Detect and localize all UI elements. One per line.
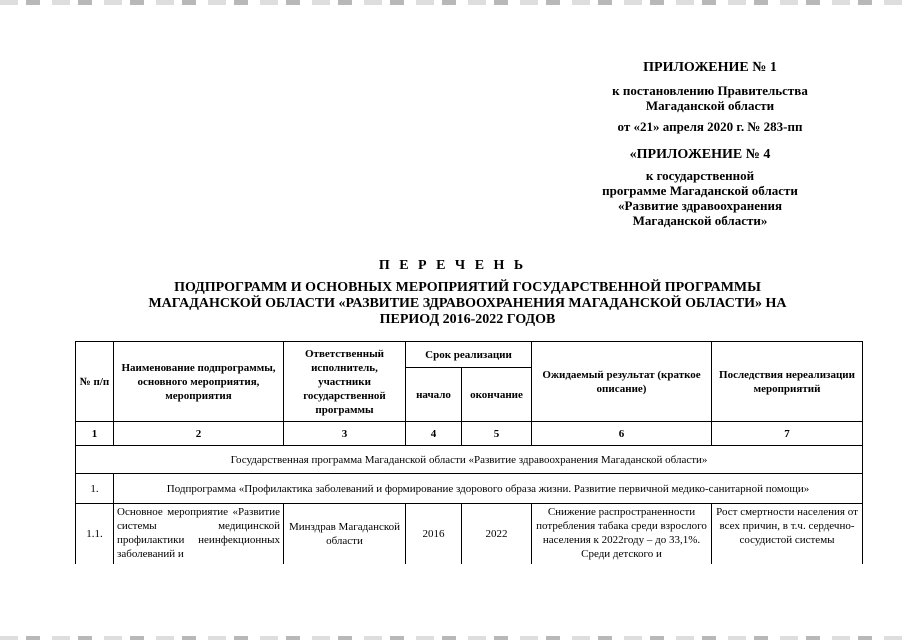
column-number: 1 (76, 422, 114, 446)
scan-edge-top (0, 0, 905, 5)
row-start: 2016 (406, 504, 462, 564)
row-num: 1.1. (76, 504, 114, 564)
column-number: 4 (406, 422, 462, 446)
document-heading: П Е Р Е Ч Е Н Ь (378, 258, 527, 273)
header-result: Ожидаемый результат (краткое описание) (532, 342, 712, 422)
subprogram-num: 1. (76, 474, 114, 504)
column-number: 3 (284, 422, 406, 446)
header-name: Наименование подпрограммы, основного мероприятия, мероприятия (114, 342, 284, 422)
column-number: 7 (712, 422, 863, 446)
program-table (75, 341, 863, 564)
appendix1-line2: Магаданской области (645, 98, 775, 113)
row-end: 2022 (462, 504, 532, 564)
appendix4-line3: «Развитие здравоохранения (618, 198, 782, 213)
appendix1-line3: от «21» апреля 2020 г. № 283-пп (617, 119, 803, 134)
header-period: Срок реализации (406, 342, 532, 368)
column-number: 2 (114, 422, 284, 446)
header-row-1 (76, 342, 863, 368)
appendix4-title: «ПРИЛОЖЕНИЕ № 4 (629, 147, 771, 162)
appendix4-line1: к государственной (645, 168, 755, 183)
column-number: 5 (462, 422, 532, 446)
header-num: № п/п (76, 342, 114, 422)
appendix1-title: ПРИЛОЖЕНИЕ № 1 (643, 60, 777, 75)
document-title: ПОДПРОГРАММ И ОСНОВНЫХ МЕРОПРИЯТИЙ ГОСУДАРСТВЕННОЙ ПРОГРАММЫ МАГАДАНСКОЙ ОБЛАСТИ «РАЗВИТИЕ ЗДРАВООХРАНЕНИЯ МАГАДАНСКОЙ ОБЛАСТИ» НА ПЕРИОД 2016-2022 ГОДОВ (148, 280, 787, 327)
appendix4-line4: Магаданской области» (632, 213, 768, 228)
column-number: 6 (532, 422, 712, 446)
row-name: Основное мероприятие «Развитие системы медицинской профилактики неинфекционных заболеваний и (114, 504, 284, 564)
header-end: окончание (462, 368, 532, 422)
appendix4-line2: программе Магаданской области (602, 183, 798, 198)
subprogram-row (76, 474, 863, 504)
header-consequences: Последствия нереализации мероприятий (712, 342, 863, 422)
program-title-cell: Государственная программа Магаданской области «Развитие здравоохранения Магаданской области» (76, 446, 863, 474)
row-executor: Минздрав Магаданской области (284, 504, 406, 564)
row-result: Снижение распространенности потребления табака среди взрослого населения к 2022году – до 33,1%. Среди детского и (532, 504, 712, 564)
header-executor: Ответственный исполнитель, участники государственной программы (284, 342, 406, 422)
column-numbers-row (76, 422, 863, 446)
header-start: начало (406, 368, 462, 422)
table-row (76, 504, 863, 564)
appendix1-line1: к постановлению Правительства (612, 83, 808, 98)
subprogram-title: Подпрограмма «Профилактика заболеваний и формирование здорового образа жизни. Развитие первичной медико-санитарной помощи» (114, 474, 863, 504)
program-row (76, 446, 863, 474)
scan-edge-bottom (0, 636, 905, 640)
row-consequences: Рост смертности населения от всех причин, в т.ч. сердечно-сосудистой системы (712, 504, 863, 564)
